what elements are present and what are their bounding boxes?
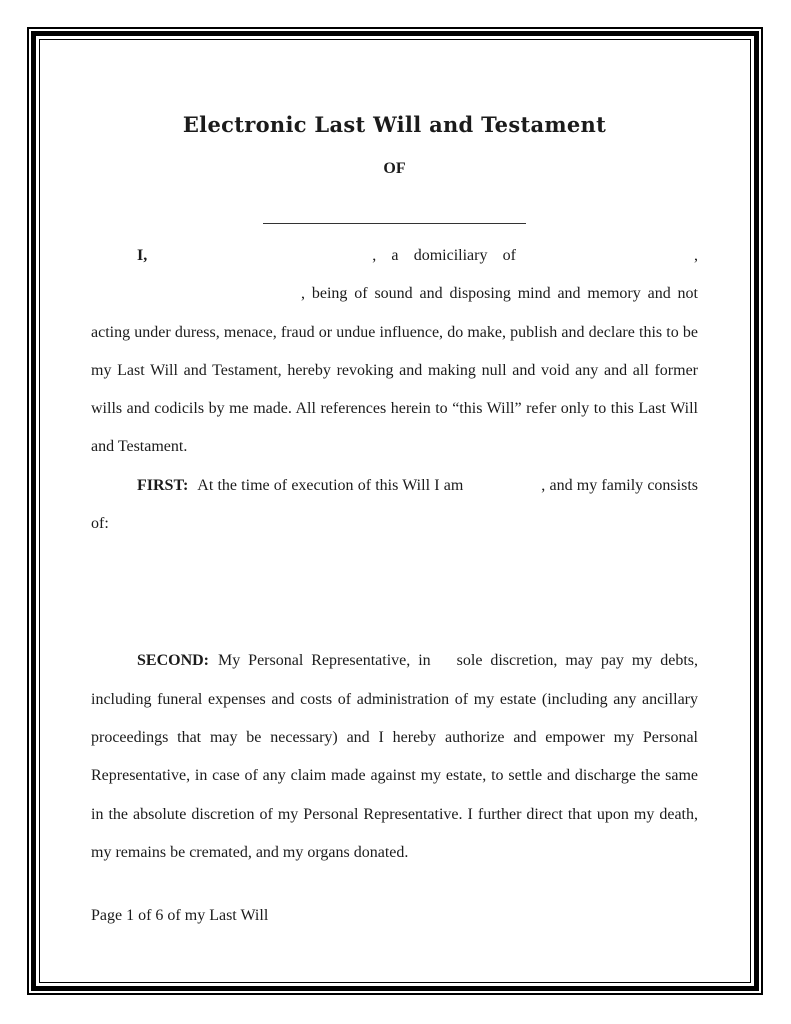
family-list-empty-space: [91, 543, 698, 642]
state-blank: [91, 297, 301, 298]
first-clause-label: FIRST:: [137, 476, 189, 494]
second-clause-text-after: sole discretion, may pay my debts, including funeral expenses and costs of administration of my estate (including any ancillary proceedings that may be necessary) and I hereby authorize and empower my Personal Representative, in case of any claim made against my estate, to settle and discharge the same in the absolute discretion of my Personal Representative. I further direct that upon my death, my remains be cremated, and my organs donated.: [91, 652, 699, 861]
intro-comma: ,: [694, 247, 698, 264]
second-clause-text: My Personal Representative, in: [218, 652, 431, 670]
document-title: Electronic Last Will and Testament: [182, 112, 607, 137]
page-number-footer: Page 1 of 6 of my Last Will: [91, 907, 269, 925]
testator-name-blank-line: [263, 223, 526, 224]
first-clause-text: At the time of execution of this Will I am: [197, 476, 464, 494]
intro-body-text: , being of sound and disposing mind and memory and not acting under duress, menace, fraud or undue influence, do make, publish and declare this to be my Last Will and Testament, hereby revoking and making null and void any and all former wills and codicils by me made. All references herein to “this Will” refer only to this Last Will and Testament.: [91, 285, 698, 456]
first-clause-text-after: , and my family consists of:: [91, 476, 699, 533]
age-blank: [463, 489, 541, 490]
second-clause: [91, 642, 698, 872]
intro-clause: [91, 237, 698, 467]
intro-domiciliary-text: , a domiciliary of: [372, 247, 516, 264]
first-clause: [91, 467, 698, 544]
of-label: OF: [383, 160, 406, 177]
city-blank: [516, 259, 694, 260]
second-clause-label: SECOND:: [137, 652, 210, 670]
testator-name-blank: [147, 259, 372, 260]
intro-lead: I,: [137, 247, 148, 264]
document-content: [91, 0, 698, 926]
pronoun-blank: [431, 664, 457, 665]
